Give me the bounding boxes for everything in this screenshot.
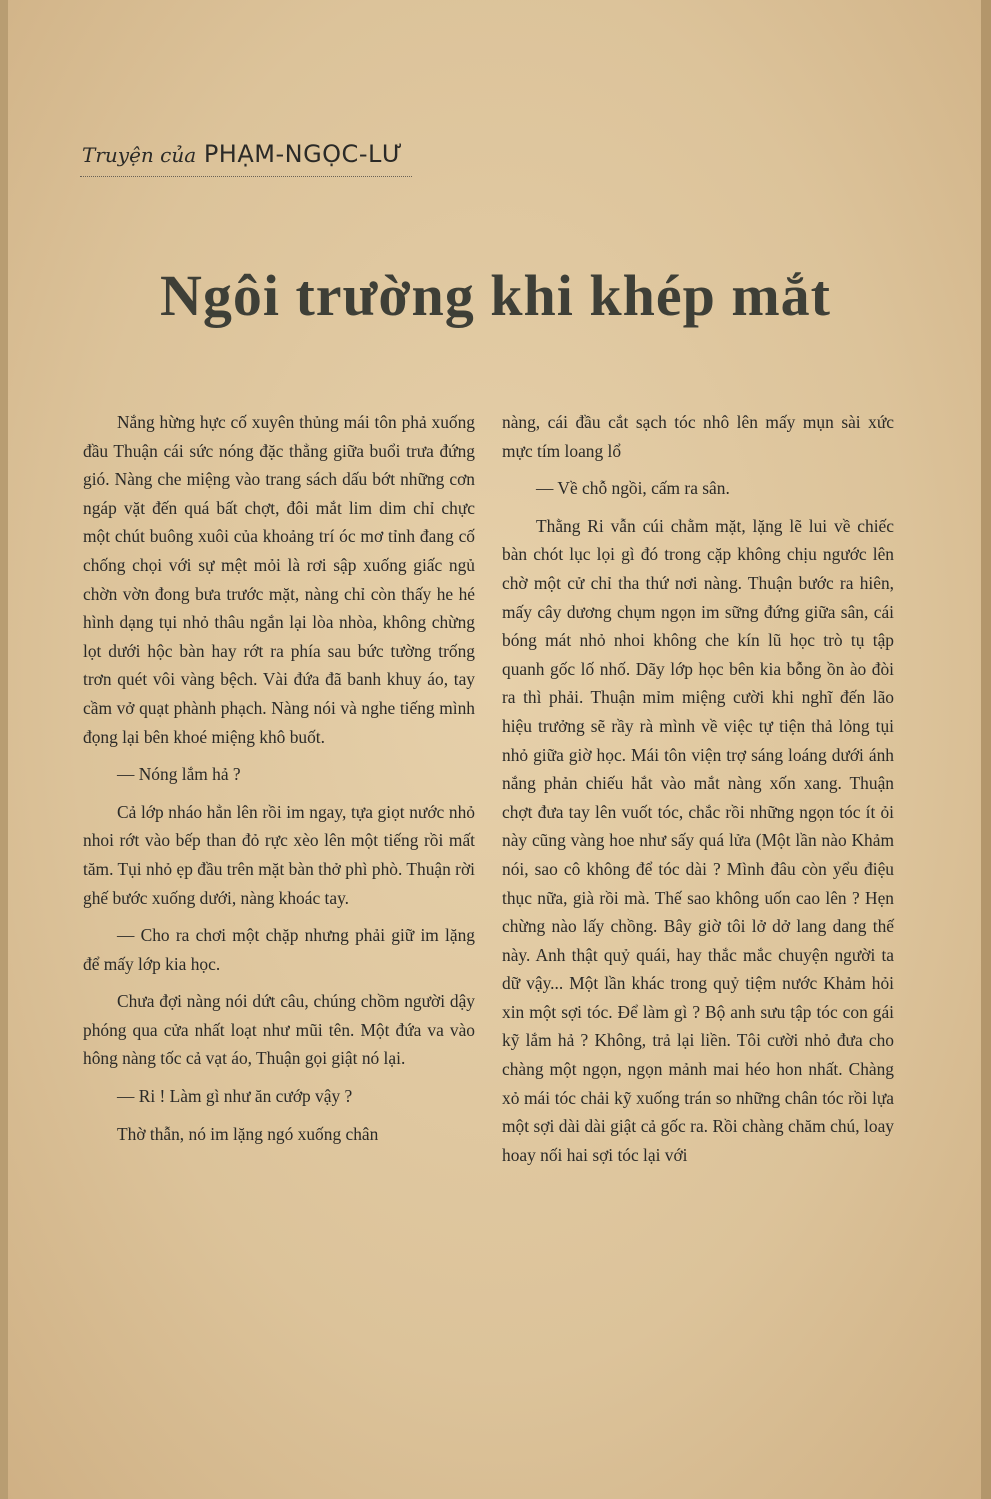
paragraph: Nắng hừng hực cố xuyên thủng mái tôn phả xuống đầu Thuận cái sức nóng đặc thẳng giữa buổi trưa đứng gió. Nàng che miệng vào trang sách dấu bớt những cơn ngáp vặt đến quá bất chợt, đôi mắt lim dim chỉ chực một chút buông xuôi của khoảng trí óc mơ tỉnh đang cố chống chọi với sự mệt mỏi là rơi sập xuống giấc ngủ chờn vờn đong bưa trước mặt, nàng chỉ còn thấy he hé hình dạng tụi nhỏ thâu ngắn lại lòa nhòa, không chừng lọt dưới hộc bàn hay rớt ra phía sau bức tường trống trơn quét vôi vàng bệch. Vài đứa đã banh khuy áo, tay cầm vở quạt phành phạch. Nàng nói và nghe tiếng mình đọng lại bên khoé miệng khô buốt. (83, 412, 475, 747)
dialogue-line: — Cho ra chơi một chặp nhưng phải giữ im lặng để mấy lớp kia học. (83, 925, 475, 974)
dialogue-line: — Về chỗ ngồi, cấm ra sân. (536, 478, 730, 499)
dialogue-line: — Ri ! Làm gì như ăn cướp vậy ? (117, 1086, 353, 1107)
paragraph: Chưa đợi nàng nói dứt câu, chúng chồm người dậy phóng qua cửa nhất loạt như mũi tên. Một đứa va vào hông nàng tốc cả vạt áo, Thuận gọi giật nó lại. (83, 991, 475, 1069)
left-column (83, 408, 475, 1157)
paragraph: Cả lớp nháo hẳn lên rồi im ngay, tựa giọt nước nhỏ nhoi rớt vào bếp than đỏ rực xèo lên một tiếng rồi mất tăm. Tụi nhỏ ẹp đầu trên mặt bàn thở phì phò. Thuận rời ghế bước xuống dưới, nàng khoác tay. (83, 801, 475, 908)
byline-author: PHẠM-NGỌC-LƯ (203, 140, 403, 168)
dialogue-line: — Nóng lắm hả ? (117, 764, 241, 785)
paragraph: Thờ thẫn, nó im lặng ngó xuống chân (117, 1123, 379, 1144)
paragraph-continued: nàng, cái đầu cắt sạch tóc nhô lên mấy mụn sài xức mực tím loang lổ (502, 412, 894, 461)
byline (82, 140, 403, 168)
right-column (502, 408, 894, 1178)
paragraph: Thằng Ri vẫn cúi chằm mặt, lặng lẽ lui về chiếc bàn chót lục lọi gì đó trong cặp không chịu ngước lên chờ một cử chỉ tha thứ nơi nàng. Thuận bước ra hiên, mấy cây dương chụm ngọn im sững đứng giữa sân, cái bóng mát nhỏ nhoi không che kín lũ học trò tụ tập quanh gốc lố nhố. Dãy lớp học bên kia bỗng ồn ào đòi ra thì phải. Thuận mỉm miệng cười khi nghĩ đến lão hiệu trưởng sẽ rầy rà mình về việc tự tiện thả lỏng tụi nhỏ giữa giờ học. Mái tôn viện trợ sáng loáng dưới ánh nắng phản chiếu hắt vào mắt nàng xốn xang. Thuận chợt đưa tay lên vuốt tóc, chắc rồi những ngọn tóc ít ỏi này cũng vàng hoe như sấy quá lửa (Một lần nào Khảm nói, sao cô không để tóc dài ? Mình đâu còn yểu điệu thục nữa, già rồi mà. Thế sao không uốn cao lên ? Hẹn chừng nào lấy chồng. Bây giờ tôi lở dở lang dang thế này. Anh thật quỷ quái, hay thắc mắc chuyện người ta dữ vậy... Một lần khác trong quỷ tiệm nước Khảm hỏi xin một sợi tóc. Để làm gì ? Bộ anh sưu tập tóc con gái kỹ lắm hả ? Không, trả lại liền. Tôi cười nhỏ đưa cho chàng một ngọn, ngọn mảnh mai héo hon nhất. Chàng xỏ mái tóc chải kỹ xuống trán so những chân tóc rồi lựa một sợi dài dài giật cả gốc ra. Rồi chàng chăm chú, loay hoay nối hai sợi tóc lại với (502, 515, 894, 1165)
story-title: Ngôi trường khi khép mắt (159, 263, 831, 328)
byline-lead: Truyện của (82, 143, 197, 167)
byline-rule (80, 176, 412, 177)
